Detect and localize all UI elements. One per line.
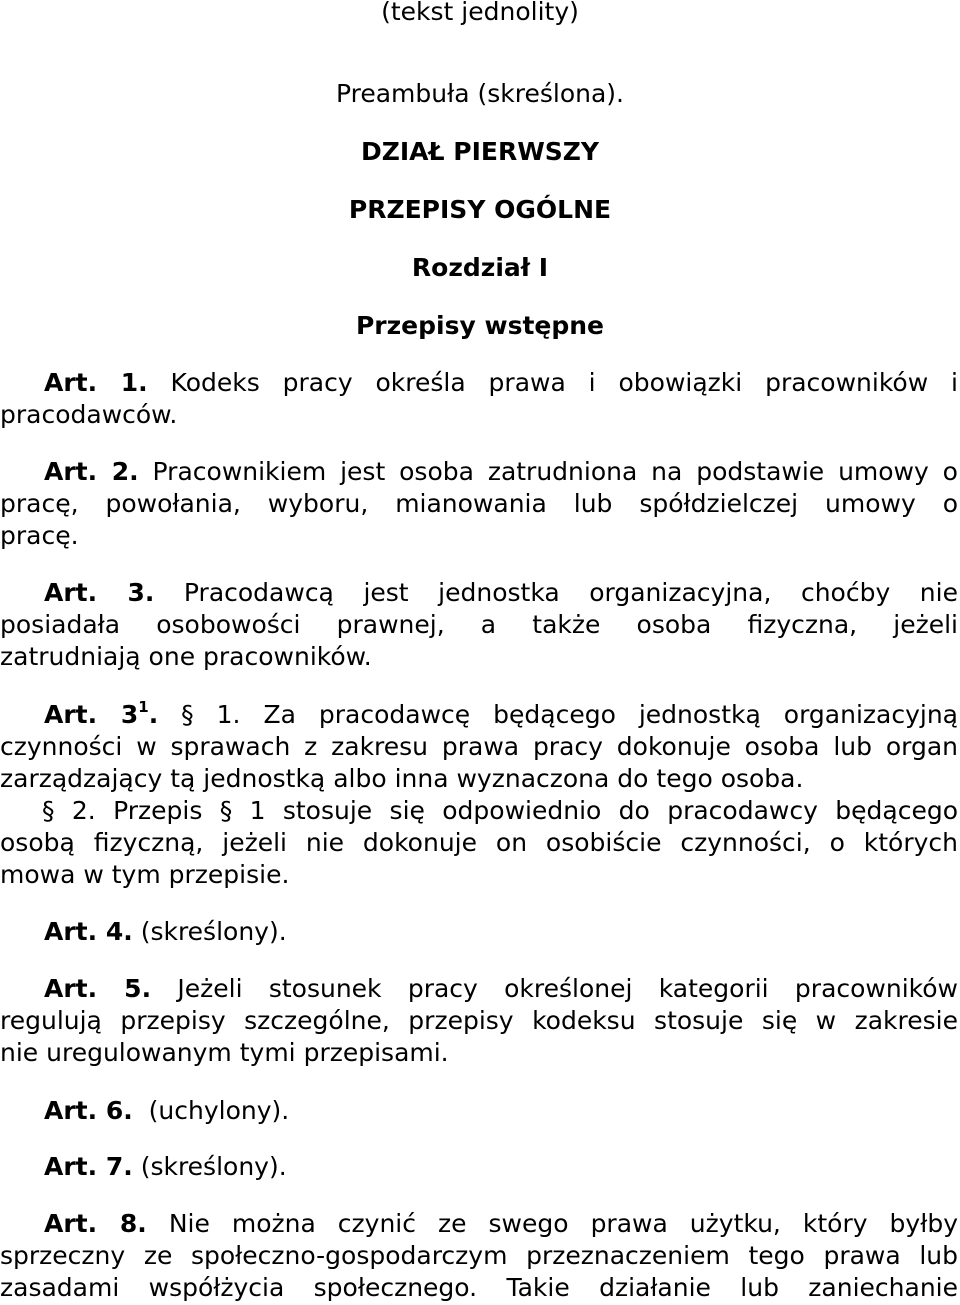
- article-text: mowa w tym przepisie.: [0, 860, 290, 889]
- article-text: pracodawców.: [0, 400, 178, 429]
- article-8: [0, 1208, 958, 1304]
- article-text: regulują przepisy szczególne, przepisy kodeksu stosuje się w zakresie: [0, 1006, 958, 1035]
- article-text: zarządzający tą jednostką albo inna wyznaczona do tego osoba.: [0, 764, 804, 793]
- article-3: [0, 577, 958, 673]
- article-label: Art. $3^1$.: [44, 697, 159, 729]
- article-label: Art. 3.: [44, 578, 155, 607]
- article-text: Przepis § 1 stosuje się odpowiednio do pracodawcy będącego: [113, 796, 958, 825]
- article-text: pracę.: [0, 521, 79, 550]
- article-text: posiadała osobowości prawnej, a także osoba fizyczna, jeżeli: [0, 610, 958, 639]
- article-label: Art. 4.: [44, 917, 133, 946]
- article-text: (skreślony).: [140, 1152, 287, 1181]
- article-text: zatrudniają one pracowników.: [0, 642, 372, 671]
- article-6: [0, 1095, 958, 1127]
- article-text: osobą fizyczną, jeżeli nie dokonuje on osobiście czynności, o których: [0, 828, 958, 857]
- article-1: [0, 367, 958, 431]
- division-heading: DZIAŁ PIERWSZY: [360, 137, 600, 166]
- article-text: czynności w sprawach z zakresu prawa pracy dokonuje osoba lub organ: [0, 732, 958, 761]
- article-text: Za pracodawcę będącego jednostką organizacyjną: [263, 700, 958, 729]
- paragraph-label: § 1.: [181, 700, 241, 729]
- chapter-heading: Rozdział I: [411, 253, 549, 282]
- article-2: [0, 456, 958, 552]
- article-text: pracę, powołania, wyboru, mianowania lub spółdzielczej umowy o: [0, 489, 958, 518]
- article-7: [0, 1151, 958, 1183]
- article-text: (uchylony).: [148, 1096, 290, 1125]
- article-text: Pracodawcą jest jednostka organizacyjna, choćby nie: [183, 578, 958, 607]
- article-text: Kodeks pracy określa prawa i obowiązki pracowników i: [170, 368, 958, 397]
- article-label: Art. 1.: [44, 368, 148, 397]
- article-5: [0, 973, 958, 1069]
- article-4: [0, 916, 958, 948]
- article-3-1: [0, 699, 958, 891]
- article-text: Nie można czynić ze swego prawa użytku, który byłby: [168, 1209, 958, 1238]
- article-label: Art. 2.: [44, 457, 139, 486]
- article-label: Art. 5.: [44, 974, 152, 1003]
- division-title: PRZEPISY OGÓLNE: [348, 195, 612, 224]
- article-text: Jeżeli stosunek pracy określonej kategorii pracowników: [177, 974, 958, 1003]
- article-label: Art. 6.: [44, 1096, 133, 1125]
- article-text: sprzeczny ze społeczno-gospodarczym przeznaczeniem tego prawa lub: [0, 1241, 958, 1270]
- article-superscript: 1: [138, 697, 149, 716]
- chapter-title: Przepisy wstępne: [355, 311, 605, 340]
- article-text: zasadami współżycia społecznego. Takie działanie lub zaniechanie: [0, 1273, 958, 1302]
- jednolity-note: (tekst jednolity): [381, 0, 579, 26]
- preamble: Preambuła (skreślona).: [335, 79, 624, 108]
- article-text: nie uregulowanym tymi przepisami.: [0, 1038, 449, 1067]
- article-text: Pracownikiem jest osoba zatrudniona na podstawie umowy o: [152, 457, 958, 486]
- article-label: Art. 7.: [44, 1152, 133, 1181]
- paragraph-label: § 2.: [42, 796, 96, 825]
- article-text: (skreślony).: [140, 917, 287, 946]
- article-label: Art. 8.: [44, 1209, 147, 1238]
